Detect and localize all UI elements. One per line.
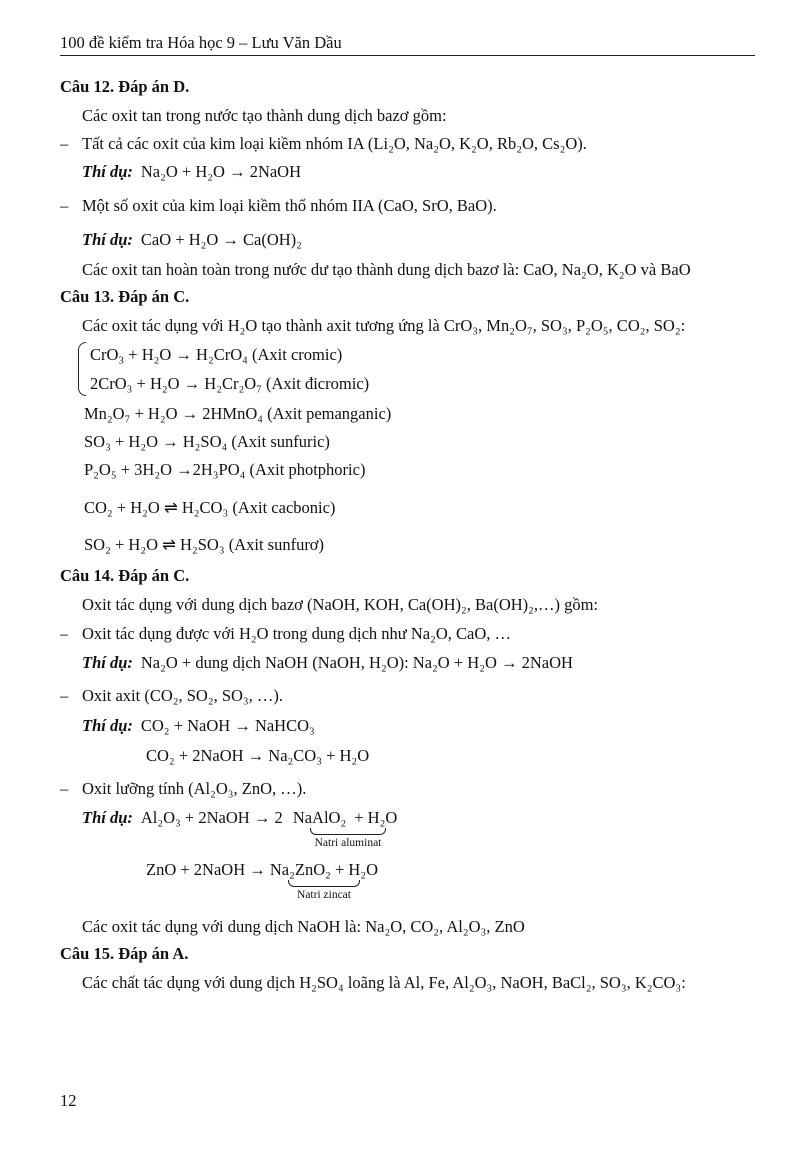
q15-intro: Các chất tác dụng với dung dịch H₂SO₄ loãng là Al, Fe, Al₂O₃, NaOH, BaCl₂, SO₃, K₂CO₃: [82,973,686,992]
header-divider [60,55,755,56]
q12-intro: Các oxit tan trong nước tạo thành dung dịch bazơ gồm: [82,106,447,125]
q15-heading: Câu 15. Đáp án A. [60,944,189,963]
equation: SO₂ + H₂O ⇌ H₂SO₃ (Axit sunfurơ) [84,535,325,554]
q12-example2 [82,230,302,250]
underbrace [310,828,386,835]
equation: CO₂ + NaOH → NaHCO₃ [140,716,315,735]
q14-example1 [82,653,573,673]
q14-intro: Oxit tác dụng với dung dịch bazơ (NaOH, KOH, Ca(OH)₂, Ba(OH)₂,…) gồm: [82,595,599,614]
bullet-dash: – [60,624,69,643]
q14-example2 [82,716,315,736]
q14-item1: Oxit tác dụng được với H₂O trong dung dịch như Na₂O, CaO, … [82,624,512,643]
bullet-dash: – [60,134,69,153]
equation-left: Al₂O₃ + 2NaOH → 2 [140,808,283,827]
q14-item3: Oxit lưỡng tính (Al₂O₃, ZnO, …). [82,779,307,798]
bullet-dash: – [60,196,69,215]
example-label: Thí dụ: [82,230,133,249]
q12-example1 [82,162,301,182]
q12-heading: Câu 12. Đáp án D. [60,77,190,96]
example-label: Thí dụ: [82,162,133,181]
annotation: Natri aluminat [314,837,382,849]
underbrace-annotation [310,828,386,849]
brace [78,342,86,396]
q14-heading: Câu 14. Đáp án C. [60,566,190,585]
equation: 2CrO₃ + H₂O → H₂Cr₂O₇ (Axit đicromic) [90,374,370,393]
equation: CO₂ + 2NaOH → Na₂CO₃ + H₂O [146,746,370,765]
equation: Mn₂O₇ + H₂O → 2HMnO₄ (Axit pemanganic) [84,404,392,423]
equation [146,860,378,880]
product: Na₂ZnO₂ [269,860,331,879]
equation: P₂O₅ + 3H₂O →2H₃PO₄ (Axit photphoric) [84,460,366,479]
q13-heading: Câu 13. Đáp án C. [60,287,190,306]
underbrace [288,880,360,887]
q14-conclusion: Các oxit tác dụng với dung dịch NaOH là: Na₂O, CO₂, Al₂O₃, ZnO [82,917,525,936]
example-label: Thí dụ: [82,808,133,827]
running-header: 100 đề kiểm tra Hóa học 9 – Lưu Văn Dầu [60,33,342,52]
bullet-dash: – [60,686,69,705]
equation: Na₂O + H₂O → 2NaOH [140,162,302,181]
q13-intro: Các oxit tác dụng với H₂O tạo thành axit tương ứng là CrO₃, Mn₂O₇, SO₃, P₂O₅, CO₂, SO₂: [82,316,686,335]
equation-right: + H₂O [335,860,379,879]
equation: CrO₃ + H₂O → H₂CrO₄ (Axit cromic) [90,345,343,364]
q14-example3 [82,808,397,828]
page-number: 12 [60,1091,77,1110]
bullet-dash: – [60,779,69,798]
product: NaAlO₂ [292,808,347,827]
annotation: Natri zincat [297,889,351,901]
equation-right: + H₂O [354,808,398,827]
example-label: Thí dụ: [82,716,133,735]
underbrace-annotation [288,880,360,901]
equation: SO₃ + H₂O → H₂SO₄ (Axit sunfuric) [84,432,330,451]
equation-left: ZnO + 2NaOH → [146,860,266,879]
equation: Na₂O + dung dịch NaOH (NaOH, H₂O): Na₂O + H₂O → 2NaOH [140,653,573,672]
equation: CaO + H₂O → Ca(OH)₂ [140,230,302,249]
equation: CO₂ + H₂O ⇌ H₂CO₃ (Axit cacbonic) [84,498,336,517]
q12-item2: Một số oxit của kim loại kiềm thổ nhóm IIA (CaO, SrO, BaO). [82,196,497,215]
q12-item1: Tất cả các oxit của kim loại kiềm nhóm IA (Li₂O, Na₂O, K₂O, Rb₂O, Cs₂O). [82,134,587,153]
example-label: Thí dụ: [82,653,133,672]
q14-item2: Oxit axit (CO₂, SO₂, SO₃, …). [82,686,284,705]
q12-conclusion: Các oxit tan hoàn toàn trong nước dư tạo thành dung dịch bazơ là: CaO, Na₂O, K₂O và BaO [82,260,691,279]
